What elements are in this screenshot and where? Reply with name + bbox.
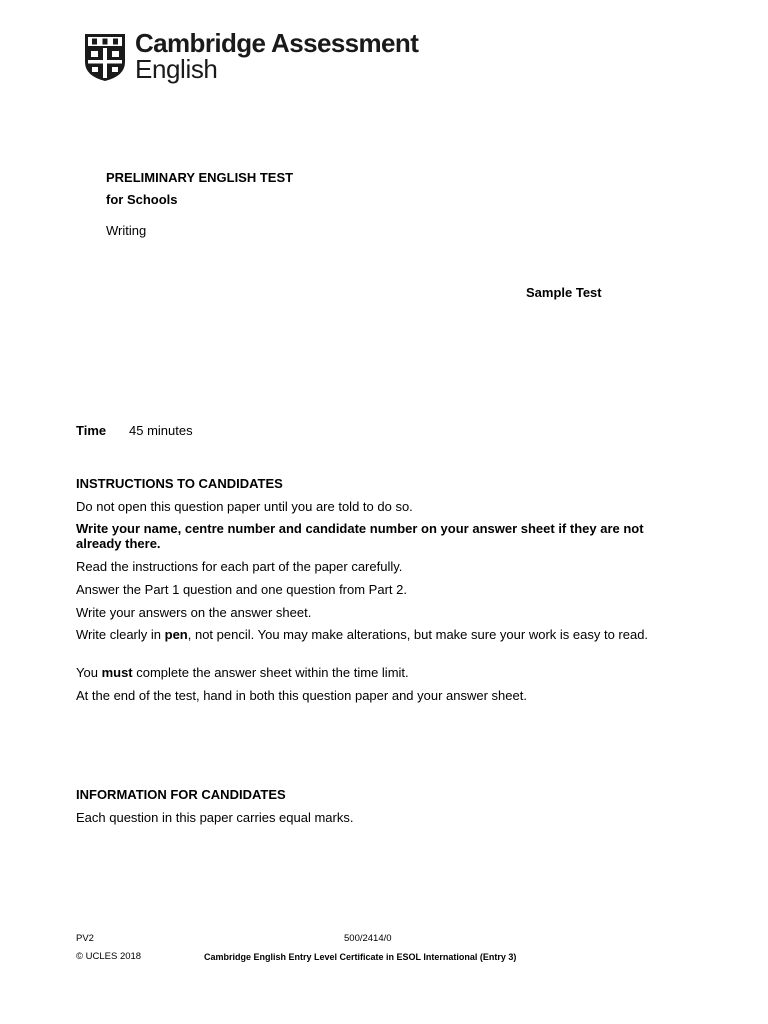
footer-certificate: Cambridge English Entry Level Certificate in ESOL International (Entry 3): [204, 952, 517, 962]
instruction-text: , not pencil. You may make alterations, but make sure your work is easy to read.: [187, 627, 649, 642]
footer-copyright: © UCLES 2018: [76, 951, 142, 962]
logo-wordmark-line1: Cambridge Assessment: [135, 28, 419, 58]
instruction-text: Write clearly in: [76, 627, 165, 642]
footer-code: 500/2414/0: [344, 933, 392, 944]
instruction-text: You: [76, 665, 102, 680]
instructions-heading: INSTRUCTIONS TO CANDIDATES: [76, 476, 283, 491]
instruction-item: Write your name, centre number and candidate number on your answer sheet if they are not already there.: [76, 521, 644, 551]
exam-subtitle: for Schools: [106, 192, 178, 207]
paper-name: Writing: [106, 223, 147, 238]
instruction-item: [76, 665, 688, 680]
cambridge-assessment-logo: [83, 28, 419, 86]
instruction-item: Answer the Part 1 question and one question from Part 2.: [76, 582, 407, 597]
exam-title: PRELIMINARY ENGLISH TEST: [106, 170, 294, 185]
instruction-emphasis: pen: [164, 627, 188, 642]
instruction-item: Do not open this question paper until you are told to do so.: [76, 499, 413, 514]
footer-version: PV2: [76, 933, 94, 944]
instruction-text: complete the answer sheet within the time limit.: [132, 665, 409, 680]
cambridge-shield-icon: [83, 32, 127, 82]
time-value: 45 minutes: [129, 423, 193, 438]
instruction-emphasis: must: [101, 665, 133, 680]
instruction-item: Write your answers on the answer sheet.: [76, 605, 312, 620]
instruction-item: [76, 627, 688, 642]
instruction-item: Read the instructions for each part of the paper carefully.: [76, 559, 403, 574]
time-label: Time: [76, 423, 107, 438]
information-text: Each question in this paper carries equal marks.: [76, 810, 354, 825]
logo-wordmark-line2: English: [135, 54, 218, 84]
instruction-item: At the end of the test, hand in both this question paper and your answer sheet.: [76, 688, 527, 703]
sample-test-label: Sample Test: [526, 285, 602, 300]
information-heading: INFORMATION FOR CANDIDATES: [76, 787, 286, 802]
